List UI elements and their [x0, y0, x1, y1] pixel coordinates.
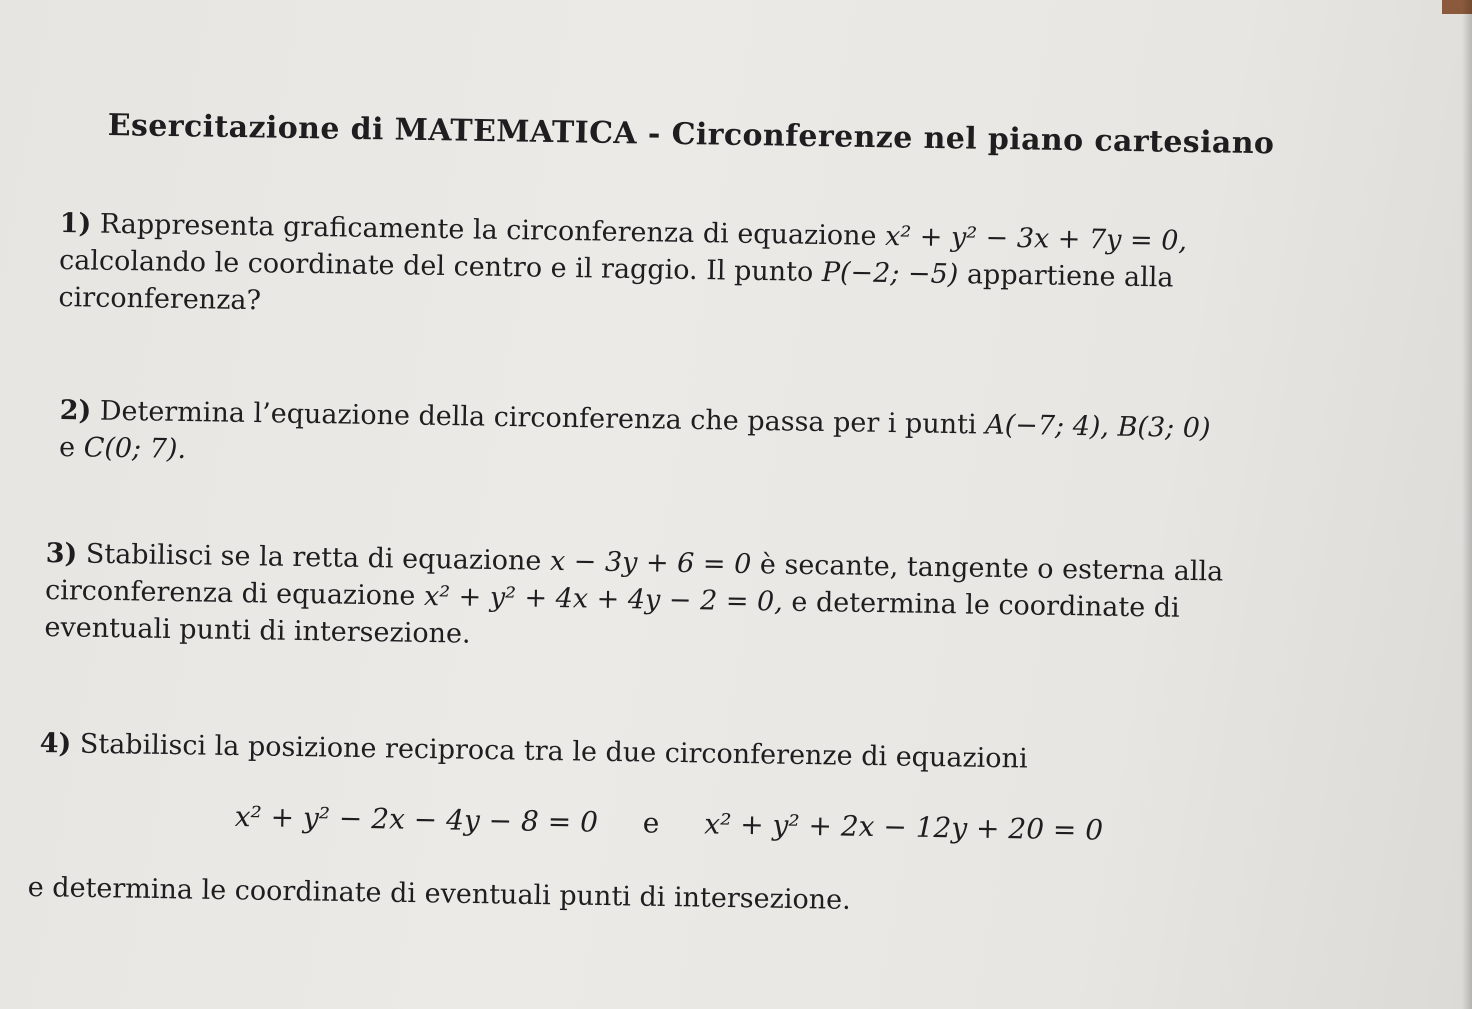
exercise-3 — [44, 535, 1331, 666]
exercise-2-text: Determina l’equazione della circonferenza che passa per i punti — [99, 395, 977, 441]
exercise-4-final-line: e determina le coordinate di eventuali punti di intersezione. — [27, 872, 851, 916]
equation-conjunction: e — [642, 806, 660, 840]
circle-equation-1: x² + y² − 2x − 4y − 8 = 0 — [234, 800, 599, 839]
exercise-number: 3) — [45, 537, 78, 570]
points-a-b: A(−7; 4), B(3; 0) — [984, 409, 1211, 445]
exercise-1 — [58, 205, 1345, 336]
point-c: C(0; 7). — [83, 432, 187, 465]
exercise-3-line-3: eventuali punti di intersezione. — [44, 611, 471, 650]
exercise-1-line-3: circonferenza? — [58, 281, 262, 317]
page-edge-shadow — [1462, 0, 1472, 1009]
exercise-1-text: Rappresenta graficamente la circonferenza di equazione — [99, 208, 877, 252]
exercise-3-text-2b: e determina le coordinate di — [791, 586, 1180, 624]
circle-equation: x² + y² − 3x + 7y = 0, — [884, 220, 1188, 257]
exercise-1-text-2b: appartiene alla — [966, 259, 1174, 294]
circle-equation-2: x² + y² + 2x − 12y + 20 = 0 — [704, 807, 1104, 847]
exercise-4-equations — [234, 800, 1103, 847]
exercise-number: 2) — [59, 394, 92, 427]
exercise-4-text: Stabilisci la posizione reciproca tra le due circonferenze di equazioni — [79, 728, 1028, 775]
exercise-2 — [59, 392, 1345, 486]
line-equation: x − 3y + 6 = 0 — [549, 545, 752, 581]
point-p: P(−2; −5) — [821, 256, 959, 291]
exercise-1-text-2a: calcolando le coordinate del centro e il raggio. Il punto — [58, 244, 814, 288]
exercise-2-conjunction: e — [58, 431, 76, 464]
exercise-4 — [39, 725, 1339, 782]
exercise-number: 1) — [59, 207, 92, 240]
page-title: Esercitazione di MATEMATICA - Circonferenze nel piano cartesiano — [107, 108, 1275, 162]
exercise-3-text-1b: è secante, tangente o esterna alla — [759, 549, 1224, 588]
circle-equation: x² + y² + 4x + 4y − 2 = 0, — [423, 580, 784, 618]
exercise-number: 4) — [39, 727, 72, 760]
exercise-3-text-2a: circonferenza di equazione — [44, 574, 416, 612]
exercise-3-text-1a: Stabilisci se la retta di equazione — [85, 538, 542, 577]
exercise-4-line-1 — [39, 725, 1339, 782]
